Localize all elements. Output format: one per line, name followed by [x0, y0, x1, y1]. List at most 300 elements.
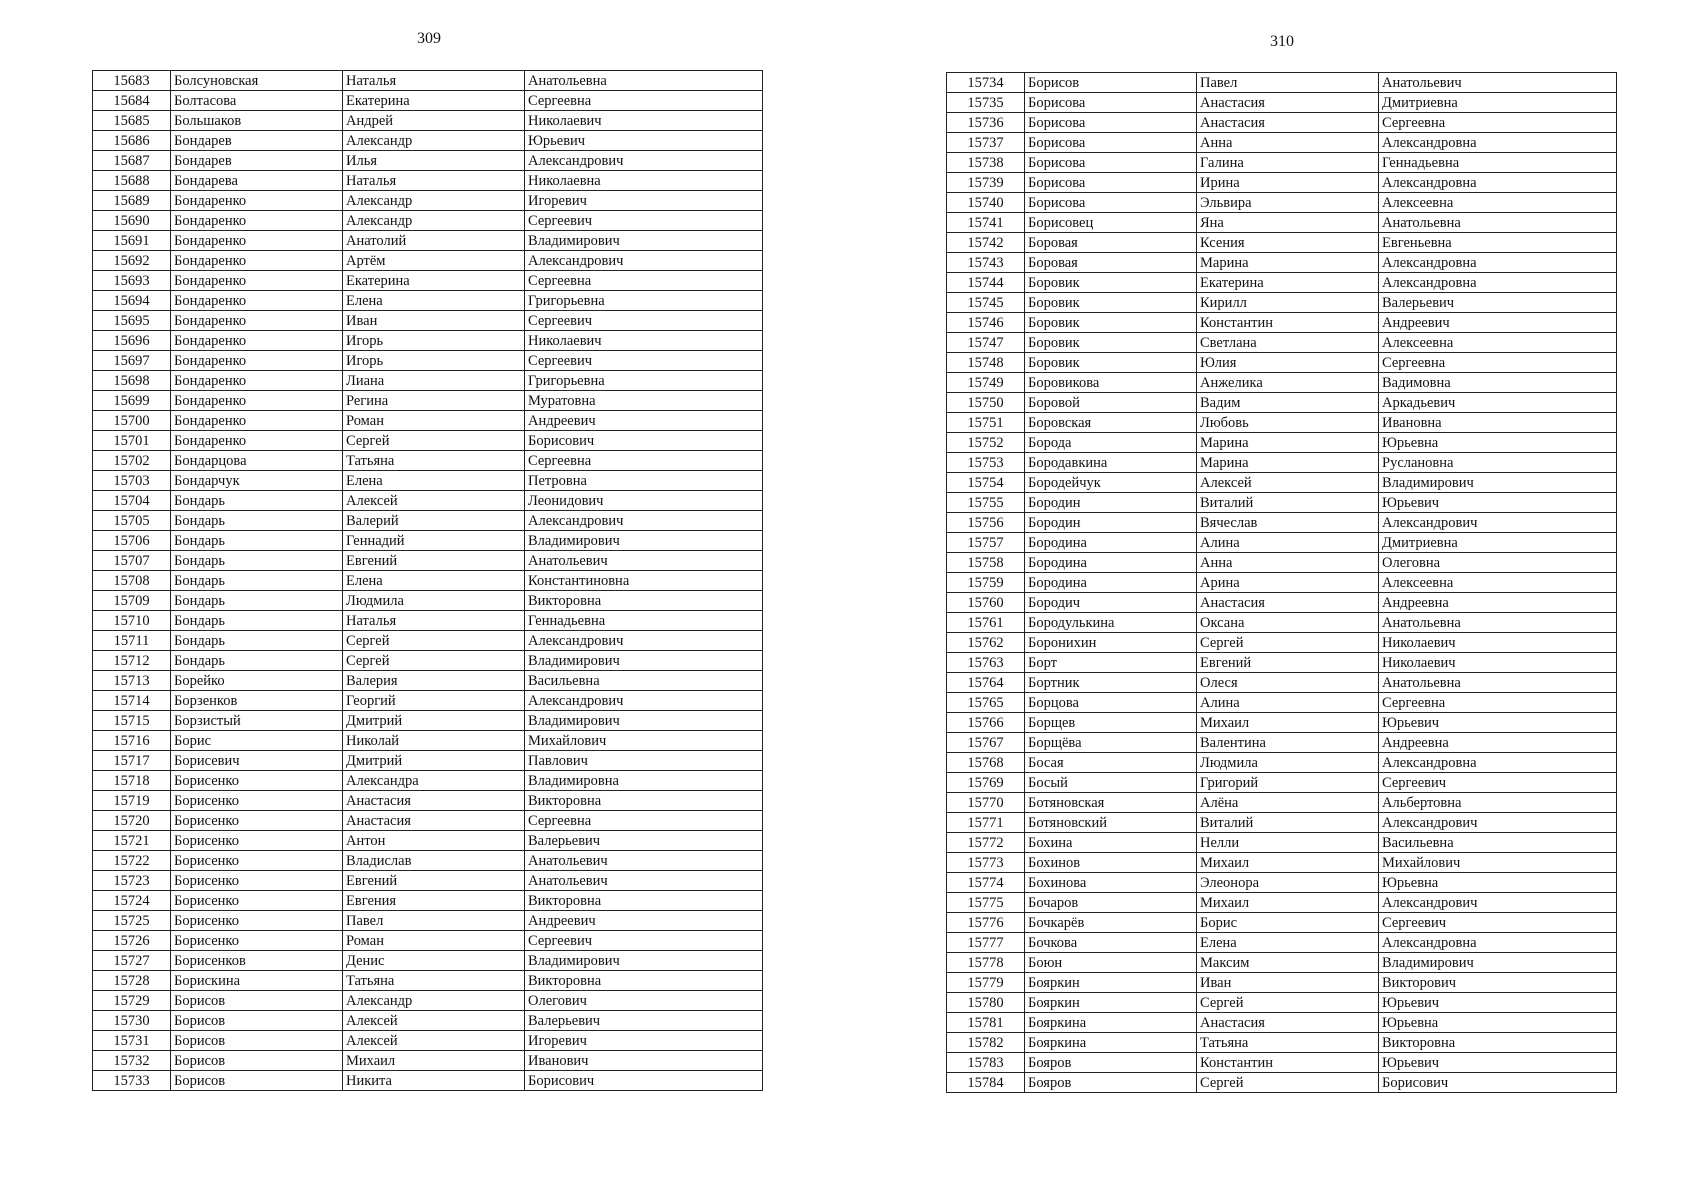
table-row [93, 871, 763, 891]
patronymic-cell: Юрьевич [525, 131, 763, 151]
surname-cell: Бондарева [171, 171, 343, 191]
record-number: 15782 [947, 1033, 1025, 1053]
table-row [947, 413, 1617, 433]
record-number: 15742 [947, 233, 1025, 253]
table-row [947, 453, 1617, 473]
surname-cell: Ботяновский [1025, 813, 1197, 833]
record-number: 15709 [93, 591, 171, 611]
patronymic-cell: Юрьевна [1379, 433, 1617, 453]
first-name-cell: Иван [1197, 973, 1379, 993]
first-name-cell: Евгений [343, 551, 525, 571]
table-row [93, 991, 763, 1011]
first-name-cell: Сергей [343, 431, 525, 451]
table-row [93, 951, 763, 971]
first-name-cell: Олеся [1197, 673, 1379, 693]
first-name-cell: Елена [1197, 933, 1379, 953]
table-row [947, 393, 1617, 413]
table-row [947, 613, 1617, 633]
surname-cell: Бояров [1025, 1053, 1197, 1073]
patronymic-cell: Владимирович [525, 231, 763, 251]
record-number: 15697 [93, 351, 171, 371]
record-number: 15778 [947, 953, 1025, 973]
record-number: 15688 [93, 171, 171, 191]
patronymic-cell: Евгеньевна [1379, 233, 1617, 253]
patronymic-cell: Павлович [525, 751, 763, 771]
first-name-cell: Наталья [343, 71, 525, 91]
record-number: 15753 [947, 453, 1025, 473]
surname-cell: Бондаренко [171, 251, 343, 271]
first-name-cell: Алина [1197, 693, 1379, 713]
surname-cell: Бояркин [1025, 993, 1197, 1013]
record-number: 15728 [93, 971, 171, 991]
surname-cell: Бохинова [1025, 873, 1197, 893]
surname-cell: Борискина [171, 971, 343, 991]
surname-cell: Бондаренко [171, 371, 343, 391]
table-row [93, 351, 763, 371]
patronymic-cell: Алексеевна [1379, 193, 1617, 213]
record-number: 15696 [93, 331, 171, 351]
surname-cell: Боровик [1025, 353, 1197, 373]
surname-cell: Бондарчук [171, 471, 343, 491]
table-row [947, 133, 1617, 153]
patronymic-cell: Сергеевич [525, 931, 763, 951]
patronymic-cell: Александровна [1379, 253, 1617, 273]
record-number: 15711 [93, 631, 171, 651]
table-row [93, 1031, 763, 1051]
record-number: 15693 [93, 271, 171, 291]
first-name-cell: Нелли [1197, 833, 1379, 853]
patronymic-cell: Игоревич [525, 1031, 763, 1051]
first-name-cell: Анастасия [1197, 93, 1379, 113]
first-name-cell: Кирилл [1197, 293, 1379, 313]
surname-cell: Болтасова [171, 91, 343, 111]
record-number: 15759 [947, 573, 1025, 593]
first-name-cell: Александр [343, 131, 525, 151]
surname-cell: Бондарь [171, 611, 343, 631]
first-name-cell: Константин [1197, 1053, 1379, 1073]
surname-cell: Бородавкина [1025, 453, 1197, 473]
patronymic-cell: Юрьевич [1379, 713, 1617, 733]
surname-cell: Бояров [1025, 1073, 1197, 1093]
record-number: 15746 [947, 313, 1025, 333]
patronymic-cell: Петровна [525, 471, 763, 491]
first-name-cell: Алексей [343, 1031, 525, 1051]
record-number: 15717 [93, 751, 171, 771]
table-row [947, 513, 1617, 533]
table-row [93, 531, 763, 551]
table-row [93, 851, 763, 871]
table-row [947, 1013, 1617, 1033]
first-name-cell: Андрей [343, 111, 525, 131]
record-number: 15704 [93, 491, 171, 511]
patronymic-cell: Геннадьевна [525, 611, 763, 631]
record-number: 15722 [93, 851, 171, 871]
record-number: 15739 [947, 173, 1025, 193]
first-name-cell: Яна [1197, 213, 1379, 233]
first-name-cell: Иван [343, 311, 525, 331]
record-number: 15710 [93, 611, 171, 631]
patronymic-cell: Александрович [1379, 893, 1617, 913]
surname-cell: Ботяновская [1025, 793, 1197, 813]
patronymic-cell: Борисович [525, 1071, 763, 1091]
surname-cell: Бояркина [1025, 1033, 1197, 1053]
table-row [947, 113, 1617, 133]
table-row [93, 111, 763, 131]
patronymic-cell: Михайлович [525, 731, 763, 751]
surname-cell: Болсуновская [171, 71, 343, 91]
surname-cell: Борисов [1025, 73, 1197, 93]
table-row [93, 251, 763, 271]
record-number: 15784 [947, 1073, 1025, 1093]
patronymic-cell: Дмитриевна [1379, 533, 1617, 553]
record-number: 15731 [93, 1031, 171, 1051]
patronymic-cell: Владимирович [525, 951, 763, 971]
surname-cell: Бондарь [171, 651, 343, 671]
first-name-cell: Елена [343, 471, 525, 491]
table-row [947, 693, 1617, 713]
surname-cell: Бортник [1025, 673, 1197, 693]
record-number: 15783 [947, 1053, 1025, 1073]
table-row [93, 331, 763, 351]
table-row [947, 193, 1617, 213]
record-number: 15699 [93, 391, 171, 411]
record-number: 15695 [93, 311, 171, 331]
patronymic-cell: Алексеевна [1379, 573, 1617, 593]
patronymic-cell: Владимирович [525, 531, 763, 551]
patronymic-cell: Борисович [525, 431, 763, 451]
first-name-cell: Евгений [1197, 653, 1379, 673]
table-row [93, 1071, 763, 1091]
table-row [947, 593, 1617, 613]
surname-cell: Боровой [1025, 393, 1197, 413]
patronymic-cell: Юрьевна [1379, 1013, 1617, 1033]
surname-cell: Борисовец [1025, 213, 1197, 233]
surname-cell: Борисов [171, 991, 343, 1011]
patronymic-cell: Александровна [1379, 133, 1617, 153]
patronymic-cell: Муратовна [525, 391, 763, 411]
record-number: 15713 [93, 671, 171, 691]
first-name-cell: Евгения [343, 891, 525, 911]
record-number: 15755 [947, 493, 1025, 513]
table-row [93, 1051, 763, 1071]
table-row [947, 633, 1617, 653]
table-row [93, 591, 763, 611]
patronymic-cell: Сергеевич [1379, 773, 1617, 793]
surname-cell: Бочкарёв [1025, 913, 1197, 933]
patronymic-cell: Леонидович [525, 491, 763, 511]
patronymic-cell: Юрьевич [1379, 993, 1617, 1013]
table-row [93, 571, 763, 591]
first-name-cell: Любовь [1197, 413, 1379, 433]
patronymic-cell: Викторович [1379, 973, 1617, 993]
surname-cell: Бородулькина [1025, 613, 1197, 633]
record-number: 15733 [93, 1071, 171, 1091]
first-name-cell: Павел [343, 911, 525, 931]
patronymic-cell: Алексеевна [1379, 333, 1617, 353]
patronymic-cell: Сергеевна [525, 271, 763, 291]
patronymic-cell: Александрович [525, 631, 763, 651]
record-number: 15698 [93, 371, 171, 391]
record-number: 15772 [947, 833, 1025, 853]
table-row [93, 791, 763, 811]
first-name-cell: Алина [1197, 533, 1379, 553]
record-number: 15692 [93, 251, 171, 271]
first-name-cell: Наталья [343, 611, 525, 631]
first-name-cell: Артём [343, 251, 525, 271]
patronymic-cell: Сергеевна [525, 811, 763, 831]
patronymic-cell: Викторовна [1379, 1033, 1617, 1053]
patronymic-cell: Александровна [1379, 273, 1617, 293]
first-name-cell: Елена [343, 571, 525, 591]
surname-cell: Бородин [1025, 513, 1197, 533]
first-name-cell: Георгий [343, 691, 525, 711]
surname-cell: Большаков [171, 111, 343, 131]
record-number: 15752 [947, 433, 1025, 453]
first-name-cell: Сергей [1197, 993, 1379, 1013]
patronymic-cell: Анатольевич [525, 871, 763, 891]
first-name-cell: Владислав [343, 851, 525, 871]
names-table [92, 70, 763, 1091]
surname-cell: Борисевич [171, 751, 343, 771]
surname-cell: Бородич [1025, 593, 1197, 613]
patronymic-cell: Анатольевич [525, 851, 763, 871]
record-number: 15685 [93, 111, 171, 131]
surname-cell: Бондарь [171, 571, 343, 591]
surname-cell: Борисов [171, 1011, 343, 1031]
record-number: 15723 [93, 871, 171, 891]
surname-cell: Боровик [1025, 313, 1197, 333]
surname-cell: Бондаренко [171, 311, 343, 331]
surname-cell: Боровикова [1025, 373, 1197, 393]
first-name-cell: Сергей [343, 651, 525, 671]
table-row [93, 931, 763, 951]
surname-cell: Бородин [1025, 493, 1197, 513]
surname-cell: Босый [1025, 773, 1197, 793]
patronymic-cell: Сергеевич [1379, 913, 1617, 933]
table-row [947, 353, 1617, 373]
record-number: 15686 [93, 131, 171, 151]
patronymic-cell: Николаевич [525, 111, 763, 131]
record-number: 15724 [93, 891, 171, 911]
surname-cell: Бородейчук [1025, 473, 1197, 493]
first-name-cell: Виталий [1197, 493, 1379, 513]
surname-cell: Борисов [171, 1031, 343, 1051]
patronymic-cell: Александрович [1379, 513, 1617, 533]
surname-cell: Бондаренко [171, 431, 343, 451]
surname-cell: Боровая [1025, 253, 1197, 273]
surname-cell: Борисов [171, 1051, 343, 1071]
surname-cell: Бохина [1025, 833, 1197, 853]
patronymic-cell: Владимирович [1379, 473, 1617, 493]
first-name-cell: Алексей [343, 491, 525, 511]
patronymic-cell: Сергеевна [525, 451, 763, 471]
record-number: 15781 [947, 1013, 1025, 1033]
table-row [93, 551, 763, 571]
record-number: 15708 [93, 571, 171, 591]
table-row [93, 191, 763, 211]
table-row [93, 811, 763, 831]
table-row [947, 93, 1617, 113]
patronymic-cell: Васильевна [1379, 833, 1617, 853]
patronymic-cell: Иванович [525, 1051, 763, 1071]
first-name-cell: Екатерина [343, 271, 525, 291]
table-row [93, 751, 763, 771]
patronymic-cell: Дмитриевна [1379, 93, 1617, 113]
table-row [93, 471, 763, 491]
patronymic-cell: Валерьевич [1379, 293, 1617, 313]
first-name-cell: Александр [343, 211, 525, 231]
table-row [93, 771, 763, 791]
record-number: 15719 [93, 791, 171, 811]
table-row [93, 611, 763, 631]
patronymic-cell: Андреевич [525, 411, 763, 431]
patronymic-cell: Сергеевна [1379, 353, 1617, 373]
patronymic-cell: Григорьевна [525, 291, 763, 311]
surname-cell: Борисенко [171, 771, 343, 791]
first-name-cell: Ксения [1197, 233, 1379, 253]
surname-cell: Борисенко [171, 791, 343, 811]
record-number: 15775 [947, 893, 1025, 913]
surname-cell: Боронихин [1025, 633, 1197, 653]
surname-cell: Бохинов [1025, 853, 1197, 873]
surname-cell: Боровик [1025, 273, 1197, 293]
surname-cell: Боровик [1025, 333, 1197, 353]
table-row [93, 671, 763, 691]
surname-cell: Босая [1025, 753, 1197, 773]
surname-cell: Борисенко [171, 891, 343, 911]
table-row [93, 71, 763, 91]
patronymic-cell: Андреевна [1379, 733, 1617, 753]
table-row [947, 773, 1617, 793]
surname-cell: Борзенков [171, 691, 343, 711]
patronymic-cell: Сергеевна [525, 91, 763, 111]
first-name-cell: Сергей [1197, 1073, 1379, 1093]
surname-cell: Боровая [1025, 233, 1197, 253]
patronymic-cell: Николаевич [1379, 653, 1617, 673]
record-number: 15764 [947, 673, 1025, 693]
table-row [947, 533, 1617, 553]
record-number: 15766 [947, 713, 1025, 733]
surname-cell: Боровская [1025, 413, 1197, 433]
first-name-cell: Антон [343, 831, 525, 851]
record-number: 15770 [947, 793, 1025, 813]
table-row [947, 253, 1617, 273]
first-name-cell: Анастасия [343, 811, 525, 831]
table-row [947, 913, 1617, 933]
first-name-cell: Людмила [343, 591, 525, 611]
patronymic-cell: Викторовна [525, 891, 763, 911]
record-number: 15745 [947, 293, 1025, 313]
first-name-cell: Роман [343, 931, 525, 951]
table-row [947, 653, 1617, 673]
patronymic-cell: Константиновна [525, 571, 763, 591]
first-name-cell: Борис [1197, 913, 1379, 933]
record-number: 15741 [947, 213, 1025, 233]
patronymic-cell: Викторовна [525, 971, 763, 991]
table-row [947, 433, 1617, 453]
table-row [947, 553, 1617, 573]
surname-cell: Бондаренко [171, 411, 343, 431]
first-name-cell: Виталий [1197, 813, 1379, 833]
record-number: 15754 [947, 473, 1025, 493]
patronymic-cell: Александрович [1379, 813, 1617, 833]
surname-cell: Бондарев [171, 131, 343, 151]
patronymic-cell: Юрьевич [1379, 1053, 1617, 1073]
first-name-cell: Валентина [1197, 733, 1379, 753]
table-row [93, 231, 763, 251]
first-name-cell: Вячеслав [1197, 513, 1379, 533]
record-number: 15760 [947, 593, 1025, 613]
table-row [93, 211, 763, 231]
patronymic-cell: Сергеевна [1379, 113, 1617, 133]
first-name-cell: Татьяна [1197, 1033, 1379, 1053]
first-name-cell: Елена [343, 291, 525, 311]
table-row [947, 293, 1617, 313]
patronymic-cell: Васильевна [525, 671, 763, 691]
record-number: 15763 [947, 653, 1025, 673]
surname-cell: Борисенко [171, 811, 343, 831]
record-number: 15757 [947, 533, 1025, 553]
patronymic-cell: Александровна [1379, 933, 1617, 953]
table-row [947, 973, 1617, 993]
surname-cell: Бондарь [171, 531, 343, 551]
surname-cell: Боровик [1025, 293, 1197, 313]
patronymic-cell: Андреевна [1379, 593, 1617, 613]
first-name-cell: Татьяна [343, 971, 525, 991]
patronymic-cell: Владимирович [1379, 953, 1617, 973]
surname-cell: Борисова [1025, 193, 1197, 213]
surname-cell: Бондаренко [171, 331, 343, 351]
table-row [947, 493, 1617, 513]
record-number: 15707 [93, 551, 171, 571]
record-number: 15777 [947, 933, 1025, 953]
patronymic-cell: Геннадьевна [1379, 153, 1617, 173]
patronymic-cell: Валерьевич [525, 1011, 763, 1031]
surname-cell: Борис [171, 731, 343, 751]
surname-cell: Борисенков [171, 951, 343, 971]
record-number: 15691 [93, 231, 171, 251]
surname-cell: Бородина [1025, 553, 1197, 573]
first-name-cell: Никита [343, 1071, 525, 1091]
patronymic-cell: Руслановна [1379, 453, 1617, 473]
patronymic-cell: Ивановна [1379, 413, 1617, 433]
table-row [93, 971, 763, 991]
record-number: 15758 [947, 553, 1025, 573]
table-row [947, 873, 1617, 893]
table-row [947, 853, 1617, 873]
first-name-cell: Анастасия [1197, 113, 1379, 133]
first-name-cell: Марина [1197, 253, 1379, 273]
record-number: 15735 [947, 93, 1025, 113]
record-number: 15687 [93, 151, 171, 171]
record-number: 15703 [93, 471, 171, 491]
first-name-cell: Алёна [1197, 793, 1379, 813]
first-name-cell: Михаил [1197, 893, 1379, 913]
surname-cell: Бондаренко [171, 211, 343, 231]
patronymic-cell: Аркадьевич [1379, 393, 1617, 413]
surname-cell: Борисенко [171, 931, 343, 951]
first-name-cell: Анастасия [1197, 593, 1379, 613]
patronymic-cell: Альбертовна [1379, 793, 1617, 813]
table-row [947, 833, 1617, 853]
page-number: 309 [417, 30, 441, 47]
surname-cell: Бородина [1025, 533, 1197, 553]
table-row [947, 933, 1617, 953]
first-name-cell: Юлия [1197, 353, 1379, 373]
record-number: 15769 [947, 773, 1025, 793]
first-name-cell: Татьяна [343, 451, 525, 471]
first-name-cell: Анна [1197, 553, 1379, 573]
